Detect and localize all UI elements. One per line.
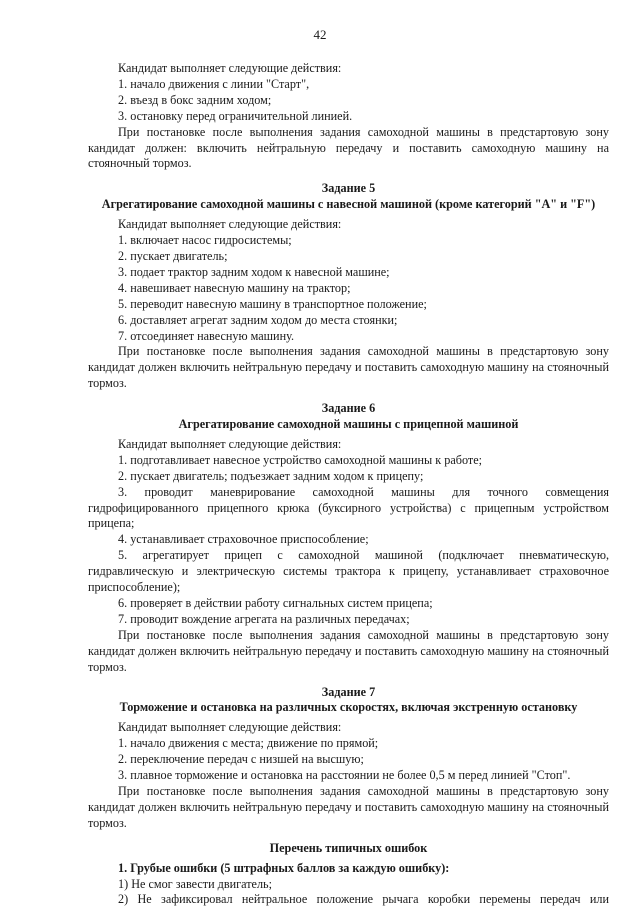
- errors-group1-title: 1. Грубые ошибки (5 штрафных баллов за каждую ошибку):: [118, 860, 450, 875]
- intro-item: 3. остановку перед ограничительной линией.: [118, 108, 353, 123]
- document-body: [88, 61, 609, 908]
- task6-item: 6. проверяет в действии работу сигнальных систем прицепа;: [118, 596, 433, 610]
- task5-item: 5. переводит навесную машину в транспортное положение;: [118, 296, 427, 311]
- task6-title: Агрегатирование самоходной машины с прицепной машиной: [178, 417, 519, 432]
- task6-item: 2. пускает двигатель; подъезжает задним ходом к прицепу;: [118, 468, 424, 483]
- task6-item: 4. устанавливает страховочное приспособление;: [118, 532, 369, 547]
- intro-lead: Кандидат выполняет следующие действия:: [118, 61, 342, 75]
- task6-closing: При постановке после выполнения задания самоходной машины в предстартовую зону кандидат должен включить нейтральную передачу и поставить самоходную машину на стояночный тормоз.: [88, 627, 609, 674]
- task7-title: Торможение и остановка на различных скоростях, включая экстренную остановку: [119, 700, 578, 715]
- page-number: 42: [313, 27, 327, 42]
- intro-item: 1. начало движения с линии "Старт",: [118, 76, 310, 91]
- intro-item: 2. въезд в бокс задним ходом;: [118, 92, 272, 107]
- task7-closing: При постановке после выполнения задания самоходной машины в предстартовую зону кандидат должен включить нейтральную передачу и поставить самоходную машину на стояночный тормоз.: [88, 783, 609, 830]
- task7-number: Задание 7: [321, 684, 376, 699]
- task6-item: 3. проводит маневрирование самоходной машины для точного совмещения гидрофицированного прицепного крюка (буксирного устройства) с прицепным устройством прицепа;: [88, 484, 609, 531]
- task5-item: 2. пускает двигатель;: [118, 248, 228, 263]
- task6-item: 7. проводит вождение агрегата на различных передачах;: [118, 611, 410, 626]
- task5-item: 7. отсоединяет навесную машину.: [118, 328, 295, 343]
- task7-item: 2. переключение передач с низшей на высшую;: [118, 752, 364, 767]
- task6-item: 1. подготавливает навесное устройство самоходной машины к работе;: [118, 452, 482, 467]
- error-item: 1) Не смог завести двигатель;: [118, 876, 272, 891]
- task7-item: 1. начало движения с места; движение по прямой;: [118, 736, 379, 751]
- task7-lead: Кандидат выполняет следующие действия:: [118, 720, 342, 735]
- task5-title: Агрегатирование самоходной машины с навесной машиной (кроме категорий "А" и "F"): [101, 197, 596, 212]
- task6-number: Задание 6: [321, 401, 376, 416]
- task5-item: 4. навешивает навесную машину на трактор;: [118, 280, 351, 295]
- errors-heading: Перечень типичных ошибок: [269, 840, 428, 855]
- task6-lead: Кандидат выполняет следующие действия:: [118, 436, 342, 451]
- task5-closing: При постановке после выполнения задания самоходной машины в предстартовую зону кандидат должен включить нейтральную передачу и поставить самоходную машину на стояночный тормоз.: [88, 344, 609, 391]
- task5-item: 3. подает трактор задним ходом к навесной машине;: [118, 264, 390, 279]
- task5-item: 1. включает насос гидросистемы;: [118, 233, 292, 248]
- task6-item: 5. агрегатирует прицеп с самоходной машиной (подключает пневматическую, гидравлическую и электрическую системы трактора к прицепу, устанавливает страховочное приспособление);: [88, 548, 609, 595]
- task5-number: Задание 5: [321, 181, 376, 196]
- intro-closing: При постановке после выполнения задания самоходной машины в предстартовую зону кандидат должен: включить нейтральную передачу и поставить самоходную машину на стояночный тормоз.: [88, 124, 609, 171]
- task7-item: 3. плавное торможение и остановка на расстоянии не более 0,5 м перед линией "Стоп".: [118, 768, 571, 783]
- task5-lead: Кандидат выполняет следующие действия:: [118, 217, 342, 232]
- error-item: 2) Не зафиксировал нейтральное положение рычага коробки перемены передач или: [118, 892, 609, 907]
- task5-item: 6. доставляет агрегат задним ходом до места стоянки;: [118, 312, 398, 327]
